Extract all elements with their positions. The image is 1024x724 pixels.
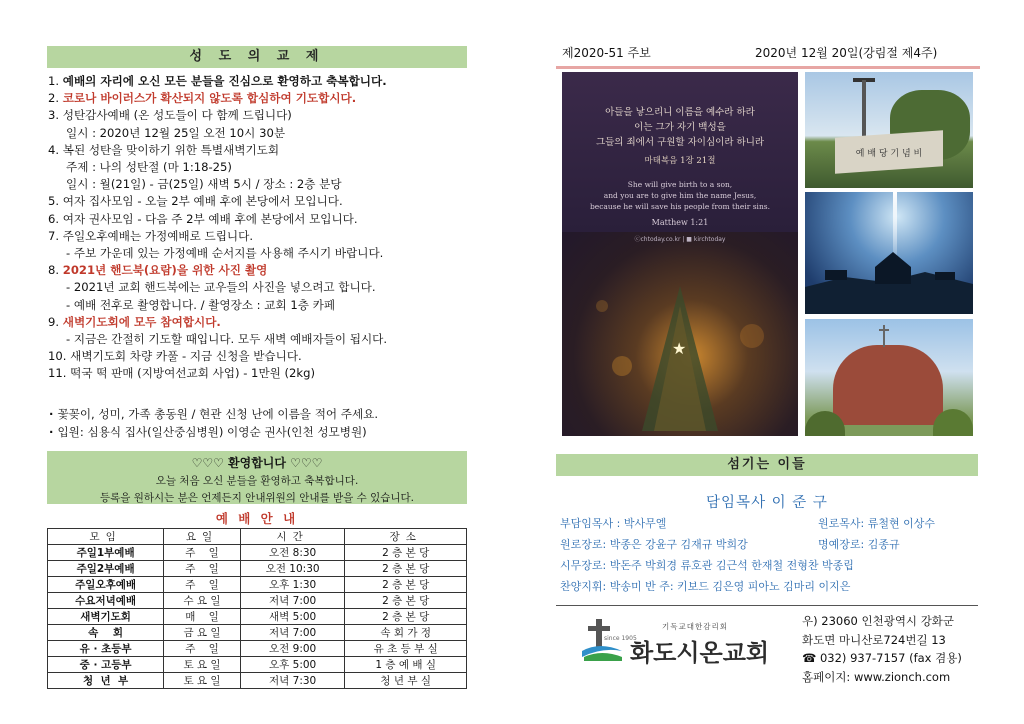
notice-text: 새벽기도회 차량 카풀 - 지금 신청을 받습니다. [70,349,302,364]
table-cell: 주 일 [164,641,241,657]
staff-names: 박돈주 박희경 류호관 김근석 한재철 전형찬 박종립 [606,559,854,572]
notice-text: 여자 권사모임 - 다음 주 2부 예배 후에 본당에서 모입니다. [62,211,358,226]
table-cell: 주 일 [164,577,241,593]
note-text: 입원: 심용식 집사(일산중심병원) 이영순 권사(인천 성모병원) [57,424,367,439]
staff-names: 박송미 반 주: 키보드 김은영 피아노 김마리 이지은 [606,580,851,593]
table-cell: 매 일 [164,609,241,625]
table-cell: 새벽기도회 [48,609,164,625]
worship-header-cell: 시간 [240,529,345,545]
table-cell: 주 일 [164,545,241,561]
notice-text: - 지금은 간절히 기도할 때입니다. 모두 새벽 예배자들이 됩시다. [66,332,388,347]
table-row [48,593,467,609]
notice-item [48,365,473,382]
section-title-fellowship: 성 도 의 교 제 [47,46,467,68]
table-cell: 유 · 초등부 [48,641,164,657]
christmas-tree-icon [562,246,798,436]
staff-role: 시무장로: [560,559,607,572]
notice-text: 주제 : 나의 성탄절 (마 1:18-25) [66,160,232,175]
notice-item [48,142,473,159]
table-cell: 속 회 [48,625,164,641]
notice-number: 2. [48,91,63,106]
notice-number: 7. [48,228,63,243]
verse-korean-2: 이는 그가 자기 백성을 [634,122,726,133]
staff-row [560,576,980,597]
verse-ref-korean: 마태복음 1장 21절 [644,156,716,166]
notice-item [48,331,473,348]
address-block [802,612,982,686]
bulletin-date: 2020년 12월 20일(강림절 제4주) [755,46,938,60]
table-cell: 오후 1:30 [240,577,345,593]
notice-text: 일시 : 2020년 12월 25일 오전 10시 30분 [66,125,286,140]
notice-number: 9. [48,314,63,329]
table-row [48,561,467,577]
notice-text: 복된 성탄을 맞이하기 위한 특별새벽기도회 [62,142,280,157]
verse-english-1: She will give birth to a son, [627,180,733,189]
table-cell: 2 층 본 당 [345,561,467,577]
notice-number: 4. [48,142,63,157]
nativity-photo [805,192,973,314]
table-cell: 오전 9:00 [240,641,345,657]
table-row [48,625,467,641]
table-row [48,657,467,673]
notice-number: 10. [48,349,71,364]
table-cell: 오전 10:30 [240,561,345,577]
verse-korean-1: 아들을 낳으리니 이름을 예수라 하라 [605,107,755,118]
notes-list [49,406,474,441]
verse-english-3: because he will save his people from their sins. [589,202,771,211]
staff-names: 류철현 이상수 [864,517,935,530]
notice-item [48,262,473,279]
worship-header-cell: 요일 [164,529,241,545]
notice-text: 예배의 자리에 오신 모든 분들을 진심으로 환영하고 축복합니다. [62,74,387,88]
monument-photo [805,72,973,188]
staff-row [818,534,978,555]
table-cell: 중 · 고등부 [48,657,164,673]
notice-text: 코로나 바이러스가 확산되지 않도록 합심하여 기도합시다. [62,91,357,106]
verse-image [562,72,798,436]
homepage-url: 홈페이지: www.zionch.com [802,669,951,684]
notice-item [48,73,473,90]
welcome-line2: 등록을 원하시는 분은 언제든지 안내위원의 안내를 받을 수 있습니다. [99,492,415,504]
notice-item [48,314,473,331]
table-cell: 새벽 5:00 [240,609,345,625]
logo-denomination: 기독교대한감리회 [662,622,728,631]
svg-text:★: ★ [672,339,687,358]
notice-item [48,125,473,142]
notice-text: - 주보 가운데 있는 가정예배 순서지를 사용해 주시기 바랍니다. [66,246,384,261]
notice-item [48,279,473,296]
notice-number: 8. [48,263,63,278]
table-cell: 토 요 일 [164,673,241,689]
staff-role: 부담임목사 : 박사무엘 [560,517,667,530]
staff-right-list [818,513,978,555]
table-cell: 청 년 부 [48,673,164,689]
table-row [48,577,467,593]
table-cell: 수 요 일 [164,593,241,609]
table-cell: 2 층 본 당 [345,593,467,609]
notice-text: 떡국 떡 판매 (지방여선교회 사업) - 1만원 (2kg) [70,366,316,381]
table-row [48,673,467,689]
notice-text: 성탄감사예배 (온 성도들이 다 함께 드립니다) [62,108,292,123]
notice-item [48,176,473,193]
bulletin-number: 제2020-51 주보 [562,46,651,60]
table-cell: 속 회 가 정 [345,625,467,641]
table-cell: 금 요 일 [164,625,241,641]
notice-item [48,228,473,245]
staff-role: 명예장로: [818,538,865,551]
notice-text: 여자 집사모임 - 오늘 2부 예배 후에 본당에서 모입니다. [62,194,343,209]
notice-number: 1. [48,74,63,88]
table-cell: 오후 5:00 [240,657,345,673]
notice-text: - 2021년 교회 핸드북에는 교우들의 사진을 넣으려고 합니다. [66,280,376,295]
table-cell: 수요저녁예배 [48,593,164,609]
notice-text: 2021년 핸드북(요람)을 위한 사진 촬영 [62,263,268,278]
notice-list [48,73,473,383]
logo-since: since 1905 [604,635,637,642]
table-cell: 청 년 부 실 [345,673,467,689]
footer-divider [556,605,978,606]
staff-names: 김종규 [864,538,900,551]
staff-role: 찬양지휘: [560,580,607,593]
verse-korean-3: 그들의 죄에서 구원할 자이심이라 하니라 [595,137,765,148]
notice-item [48,245,473,262]
notice-number: 3. [48,108,63,123]
notice-item [48,159,473,176]
table-row [48,609,467,625]
address-line1: 우) 23060 인천광역시 강화군 [802,614,955,628]
notice-item [48,107,473,124]
notice-text: 새벽기도회에 모두 참여합시다. [62,314,221,329]
church-building-photo [805,319,973,436]
staff-names: 박종은 강윤구 김재규 박희강 [606,538,748,551]
table-cell: 토 요 일 [164,657,241,673]
address-line2: 화도면 마니산로724번길 13 [802,632,946,647]
staff-row [818,513,978,534]
welcome-box [47,451,467,504]
table-cell: 주일오후예배 [48,577,164,593]
senior-pastor: 담임목사 이 준 구 [706,495,828,511]
welcome-title: ♡♡♡ 환영합니다 ♡♡♡ [191,456,323,470]
welcome-line1: 오늘 처음 오신 분들을 환영하고 축복합니다. [155,475,359,487]
church-logo [576,613,786,673]
table-cell: 저녁 7:00 [240,625,345,641]
notice-item [48,348,473,365]
worship-header-cell: 모임 [48,529,164,545]
logo-church-name: 화도시온교회 [630,639,770,667]
notice-item [48,90,473,107]
table-cell: 저녁 7:00 [240,593,345,609]
verse-english-2: and you are to give him the name Jesus, [603,191,757,200]
table-cell: 2 층 본 당 [345,577,467,593]
note-text: 꽃꽂이, 성미, 가족 총동원 / 현관 신청 난에 이름을 적어 주세요. [57,407,379,421]
staff-role: 원로목사: [818,517,865,530]
bullet-icon: · [49,424,58,439]
verse-credit: ⓒchtoday.co.kr | ■ kirchtoday [634,236,726,243]
table-cell: 1 층 예 배 실 [345,657,467,673]
notice-text: - 예배 전후로 촬영합니다. / 촬영장소 : 교회 1층 카페 [66,297,336,312]
table-cell: 주일2부예배 [48,561,164,577]
table-cell: 유 초 등 부 실 [345,641,467,657]
table-cell: 주일1부예배 [48,545,164,561]
section-title-servants: 섬기는 이들 [556,454,978,476]
notice-text: 주일오후예배는 가정예배로 드립니다. [62,228,254,243]
table-cell: 2 층 본 당 [345,609,467,625]
staff-row [560,555,980,576]
phone-number: ☎ 032) 937-7157 (fax 겸용) [802,651,962,665]
table-row [48,545,467,561]
notice-number: 5. [48,194,63,209]
worship-header-cell: 장소 [345,529,467,545]
table-row [48,641,467,657]
note-item [49,406,474,424]
verse-ref-english: Matthew 1:21 [651,218,709,227]
notice-item [48,297,473,314]
notice-number: 6. [48,211,63,226]
table-cell: 2 층 본 당 [345,545,467,561]
notice-text: 일시 : 월(21일) - 금(25일) 새벽 5시 / 장소 : 2층 분당 [66,177,342,192]
worship-title: 예 배 안 내 [215,511,299,526]
notice-item [48,211,473,228]
table-cell: 저녁 7:30 [240,673,345,689]
note-item [49,424,474,442]
notice-item [48,193,473,210]
bullet-icon: · [49,407,58,421]
monument-text: 예 배 당 기 념 비 [855,149,923,159]
notice-number: 11. [48,366,71,381]
table-cell: 주 일 [164,561,241,577]
staff-role: 원로장로: [560,538,607,551]
worship-schedule-table [47,528,467,689]
table-cell: 오전 8:30 [240,545,345,561]
